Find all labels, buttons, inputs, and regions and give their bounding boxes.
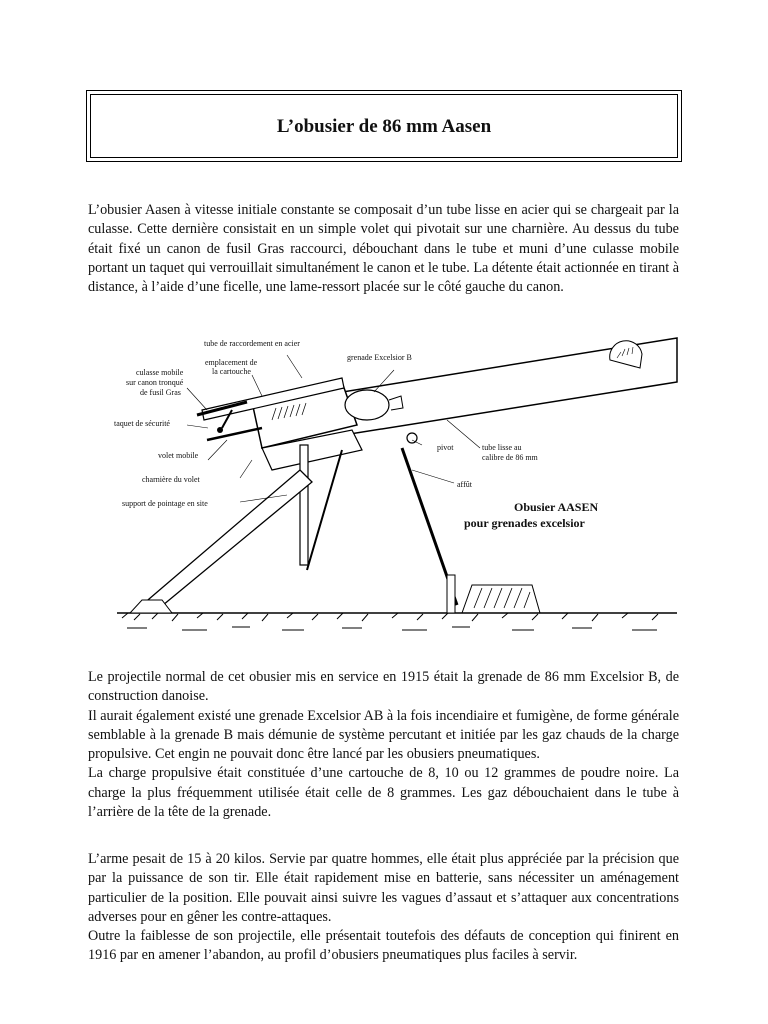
trench-hatching <box>474 588 530 608</box>
intro-paragraph <box>88 201 679 297</box>
label-tube-lisse-1: tube lisse au <box>482 443 522 452</box>
label-tube-lisse-2: calibre de 86 mm <box>482 453 538 462</box>
central-post <box>300 445 308 565</box>
label-affut: affût <box>457 480 472 489</box>
projectile-section <box>88 668 679 822</box>
page-title: L’obusier de 86 mm Aasen <box>276 116 492 137</box>
title-frame <box>86 90 682 162</box>
trench <box>462 585 540 613</box>
paragraph-text: Outre la faiblesse de son projectile, elle présentait toutefois des défauts de conception qui finirent en 1916 par en amener l’abandon, au profil d’obusiers pneumatiques plus faciles à servir. <box>88 928 679 964</box>
bolt-knob <box>217 427 223 433</box>
usage-section <box>88 850 679 966</box>
label-charniere: charnière du volet <box>142 475 200 484</box>
label-support: support de pointage en site <box>122 499 208 508</box>
label-grenade: grenade Excelsior B <box>347 353 412 362</box>
label-culasse-3: de fusil Gras <box>140 388 181 397</box>
caption-line-1: Obusier AASEN <box>514 500 599 514</box>
diagram-svg <box>112 330 682 648</box>
label-pivot: pivot <box>437 443 454 452</box>
obusier-diagram <box>112 330 682 648</box>
label-tube-raccordement: tube de raccordement en acier <box>204 339 300 348</box>
caption-line-2: pour grenades excelsior <box>464 516 585 530</box>
ground-hatching <box>122 613 658 630</box>
paragraph-text: L’obusier Aasen à vitesse initiale constante se composait d’un tube lisse en acier qui se chargeait par la culasse. Cette dernière consistait en un simple volet qui pivotait sur une charnière. Au dessus du tube était fixé un canon de fusil Gras raccourci, débouchant dans le tube et muni d’une culasse mobile portant un taquet qui verrouillait simultanément le canon et le tube. La détente était actionnée en tirant à distance, à l’aide d’une ficelle, une lame-ressort placée sur le côté gauche du canon. <box>88 202 679 296</box>
paragraph-text: Il aurait également existé une grenade Excelsior AB à la fois incendiaire et fumigène, de forme générale semblable à la grenade B mais démunie de système percutant et initiée par les gaz chauds de la charge propulsive. Cet engin ne pouvait donc être lancé par les obusiers pneumatiques. <box>88 707 679 763</box>
grenade <box>345 390 389 420</box>
leg-spade <box>447 575 455 613</box>
label-culasse-1: culasse mobile <box>136 368 184 377</box>
label-culasse-2: sur canon tronqué <box>126 378 184 387</box>
breech-flap <box>207 428 262 440</box>
label-emplacement-2: la cartouche <box>212 367 251 376</box>
left-leg <box>307 450 342 570</box>
paragraph-text: La charge propulsive était constituée d’une cartouche de 8, 10 ou 12 grammes de poudre noire. La charge la plus fréquemment utilisée était celle de 8 grammes. Les gaz débouchaient dans le tube à l’arrière de la tête de la grenade. <box>88 765 679 821</box>
label-emplacement-1: emplacement de <box>205 358 258 367</box>
label-taquet: taquet de sécurité <box>114 419 170 428</box>
paragraph-text: L’arme pesait de 15 à 20 kilos. Servie par quatre hommes, elle était plus appréciée par la précision que par la puissance de son tir. Elle était rapidement mise en batterie, sans nécessiter un aménagement particulier de la position. Elle pouvait ainsi suivre les vagues d’assaut et s’attaquer aux concentrations adverses pour en gêner les contre-attaques. <box>88 851 679 925</box>
elevation-support <box>142 470 312 610</box>
paragraph-text: Le projectile normal de cet obusier mis en service en 1915 était la grenade de 86 mm Excelsior B, de construction danoise. <box>88 669 679 705</box>
label-volet: volet mobile <box>158 451 199 460</box>
